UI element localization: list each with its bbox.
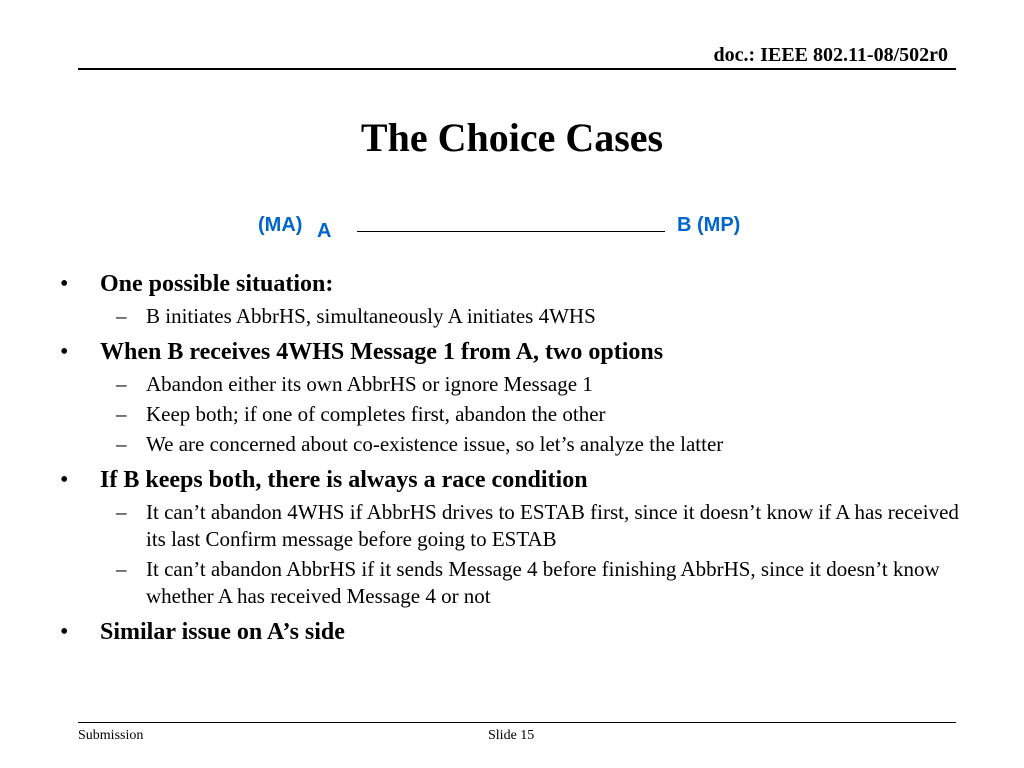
bullet-text: If B keeps both, there is always a race condition	[100, 467, 588, 493]
sub-bullet-item	[56, 431, 976, 458]
sub-bullet-text: B initiates AbbrHS, simultaneously A initiates 4WHS	[146, 304, 596, 328]
bullet-item	[56, 464, 976, 496]
bullet-text: One possible situation:	[100, 271, 334, 297]
dash-marker: –	[116, 557, 127, 581]
bullet-list	[56, 268, 976, 648]
sub-bullet-text: Keep both; if one of completes first, abandon the other	[146, 402, 606, 426]
document-id: doc.: IEEE 802.11-08/502r0	[713, 44, 948, 66]
sub-bullet-text: It can’t abandon AbbrHS if it sends Message 4 before finishing AbbrHS, since it doesn’t know whether A has received Message 4 or not	[146, 557, 940, 608]
bullet-marker: •	[60, 339, 69, 365]
bullet-text: When B receives 4WHS Message 1 from A, two options	[100, 339, 664, 365]
node-a-role-label: (MA)	[258, 214, 303, 236]
sub-bullet-text: We are concerned about co-existence issue, so let’s analyze the latter	[146, 432, 724, 456]
sub-bullet-item	[56, 556, 976, 610]
node-a-label: A	[317, 220, 332, 242]
node-b-label: B (MP)	[677, 214, 741, 236]
bullet-item	[56, 336, 976, 368]
footer-submission: Submission	[78, 728, 144, 743]
sub-bullet-text: It can’t abandon 4WHS if AbbrHS drives to ESTAB first, since it doesn’t know if A has received its last Confirm message before going to ESTAB	[146, 500, 959, 551]
sub-bullet-item	[56, 401, 976, 428]
bullet-item	[56, 616, 976, 648]
bullet-marker: •	[60, 619, 69, 645]
dash-marker: –	[116, 304, 127, 328]
footer-slide-number: Slide 15	[488, 728, 535, 743]
footer-rule	[78, 722, 956, 723]
slide-title: The Choice Cases	[360, 115, 664, 160]
dash-marker: –	[116, 402, 127, 426]
dash-marker: –	[116, 432, 127, 456]
sub-bullet-text: Abandon either its own AbbrHS or ignore Message 1	[146, 372, 593, 396]
sub-bullet-item	[56, 371, 976, 398]
bullet-text: Similar issue on A’s side	[100, 619, 345, 645]
bullet-marker: •	[60, 271, 69, 297]
bullet-item	[56, 268, 976, 300]
sub-bullet-item	[56, 303, 976, 330]
sub-bullet-item	[56, 499, 976, 553]
link-line	[357, 231, 665, 232]
header-rule	[78, 68, 956, 70]
dash-marker: –	[116, 500, 127, 524]
station-diagram	[0, 208, 1024, 248]
dash-marker: –	[116, 372, 127, 396]
bullet-marker: •	[60, 467, 69, 493]
